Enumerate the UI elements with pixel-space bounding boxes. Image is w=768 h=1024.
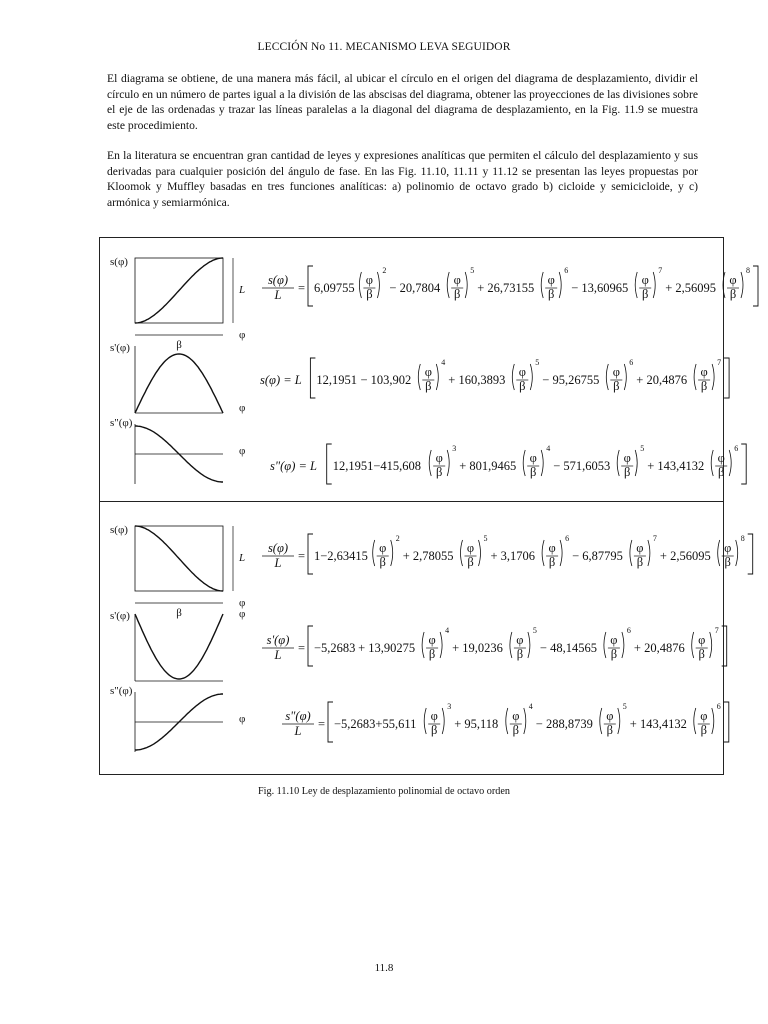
rise-equation-2	[260, 358, 729, 398]
exponent: 7	[658, 266, 663, 275]
frac-beta: β	[636, 555, 644, 569]
frac-beta: β	[530, 465, 537, 479]
paren-right	[736, 540, 738, 566]
frac-beta: β	[512, 723, 519, 737]
exponent: 8	[746, 266, 750, 275]
frac-beta: β	[613, 379, 620, 393]
paren-left	[718, 540, 720, 566]
term-coefficient: + 2,56095	[665, 281, 717, 295]
frac-phi: φ	[700, 365, 708, 379]
term-coefficient: + 95,118	[454, 717, 499, 731]
term-coefficient: + 2,56095	[659, 549, 711, 563]
equals-sign: =	[318, 717, 326, 731]
exponent: 2	[382, 266, 387, 275]
paren-left	[604, 632, 606, 658]
paren-left	[510, 632, 512, 658]
paren-left	[630, 540, 632, 566]
frac-beta: β	[724, 555, 731, 569]
paren-right	[710, 632, 712, 658]
constant-term: −5,2683+55,611	[334, 717, 417, 731]
exponent: 6	[565, 534, 570, 543]
frac-phi: φ	[717, 451, 725, 465]
bracket-left	[310, 358, 315, 398]
exponent: 5	[470, 266, 475, 275]
frac-phi: φ	[698, 633, 706, 647]
paren-right	[524, 708, 526, 734]
lhs-numerator: s"(φ)	[285, 709, 311, 723]
exponent: 4	[528, 702, 533, 711]
paren-left	[506, 708, 508, 734]
exponent: 4	[546, 444, 551, 453]
term-coefficient: + 143,4132	[629, 717, 687, 731]
lhs-denominator: L	[294, 724, 302, 738]
label-s-prime: s'(φ)	[110, 342, 130, 354]
bracket-right	[724, 358, 729, 398]
rise-plots	[110, 256, 245, 484]
exponent: 3	[447, 702, 452, 711]
frac-phi: φ	[612, 365, 620, 379]
frac-phi: φ	[518, 365, 526, 379]
frac-phi: φ	[466, 541, 475, 555]
paren-left	[694, 364, 696, 390]
lhs-denominator: L	[274, 648, 282, 662]
frac-beta: β	[700, 379, 708, 393]
term-coefficient: + 26,73155	[477, 281, 535, 295]
exponent: 6	[564, 266, 569, 275]
frac-phi: φ	[435, 451, 443, 465]
bracket-left	[328, 702, 333, 742]
paren-right	[436, 364, 438, 390]
term-coefficient: − 6,87795	[572, 549, 623, 563]
label-beta: β	[176, 607, 182, 619]
frac-beta: β	[366, 287, 373, 301]
equals-sign: =	[298, 281, 306, 295]
exponent: 7	[717, 358, 722, 367]
constant-term: 12,1951	[316, 373, 358, 387]
equals-sign: =	[298, 549, 306, 563]
frac-phi: φ	[700, 709, 708, 723]
term-coefficient: + 143,4132	[647, 459, 705, 473]
constant-term: 1−2,63415	[314, 549, 368, 563]
figure-box	[99, 237, 750, 775]
paren-left	[692, 632, 694, 658]
paren-right	[440, 632, 442, 658]
paren-right	[528, 632, 530, 658]
frac-beta: β	[519, 379, 526, 393]
frac-beta: β	[436, 465, 443, 479]
velocity-curve	[135, 354, 223, 413]
paren-right	[741, 272, 743, 298]
frac-beta: β	[729, 287, 737, 301]
label-phi: φ	[239, 445, 246, 457]
label-L: L	[239, 284, 246, 296]
lhs-denominator: L	[274, 556, 282, 570]
paren-right	[712, 708, 714, 734]
paren-right	[729, 450, 731, 476]
frac-phi: φ	[623, 451, 631, 465]
paren-right	[624, 364, 626, 390]
paren-right	[447, 450, 449, 476]
frac-phi: φ	[547, 273, 555, 287]
paren-left	[418, 364, 420, 390]
label-s: s(φ)	[110, 256, 128, 268]
bracket-right	[722, 626, 727, 666]
bracket-right	[741, 444, 746, 484]
term-coefficient: + 20,4876	[633, 641, 685, 655]
frac-beta: β	[700, 723, 707, 737]
paren-right	[712, 364, 714, 390]
label-phi: φ	[239, 402, 246, 414]
equals-sign: =	[298, 641, 306, 655]
exponent: 3	[452, 444, 457, 453]
frac-phi: φ	[610, 633, 618, 647]
paren-right	[530, 364, 532, 390]
paren-left	[542, 540, 544, 566]
frac-beta: β	[718, 465, 725, 479]
paren-right	[541, 450, 543, 476]
term-coefficient: + 160,3893	[448, 373, 506, 387]
exponent: 6	[734, 444, 739, 453]
exponent: 4	[441, 358, 446, 367]
constant-term: 12,1951−415,608	[332, 459, 422, 473]
frac-beta: β	[642, 287, 649, 301]
term-coefficient: + 19,0236	[452, 641, 503, 655]
term-coefficient: + 13,90275	[358, 641, 416, 655]
exponent: 7	[714, 626, 719, 635]
bracket-left	[327, 444, 332, 484]
frac-phi: φ	[424, 365, 432, 379]
exponent: 6	[629, 358, 634, 367]
paren-right	[465, 272, 467, 298]
rise-equation-1	[262, 266, 758, 306]
exponent: 8	[740, 534, 745, 543]
frac-phi: φ	[729, 273, 737, 287]
paragraph-2: En la literatura se encuentran gran cantidad de leyes y expresiones analíticas que permiten el cálculo del desplazamiento y sus derivadas para cualquier posición del ángulo de fase. En las Fig. 11.10, 11.11 y 11.12 se presentan las leyes propuestas por Kloomok y Muffley basadas en tres funciones analíticas: a) polinomio de octavo grado b) cicloide y semicicloide, y c) armónica y semiarmónica.	[107, 149, 698, 209]
paren-left	[635, 272, 637, 298]
paren-left	[359, 272, 361, 298]
paren-left	[711, 450, 713, 476]
frac-phi: φ	[548, 541, 556, 555]
term-coefficient: + 20,4876	[636, 373, 688, 387]
exponent: 5	[640, 444, 645, 453]
exponent: 4	[445, 626, 450, 635]
frac-beta: β	[516, 647, 524, 661]
label-beta: β	[176, 339, 182, 351]
fall-plots	[110, 524, 245, 752]
frac-phi: φ	[365, 273, 374, 287]
term-coefficient: + 2,78055	[402, 549, 454, 563]
label-s-double-prime: s"(φ)	[110, 417, 133, 429]
frac-beta: β	[610, 647, 618, 661]
bracket-left	[308, 266, 313, 306]
paren-left	[512, 364, 514, 390]
displacement-curve	[135, 526, 223, 591]
fall-equation-2	[262, 626, 727, 666]
frac-beta: β	[548, 287, 555, 301]
frac-beta: β	[425, 379, 432, 393]
figure-drawing	[100, 238, 750, 776]
term-coefficient: 6,09755	[314, 281, 355, 295]
paren-right	[479, 540, 481, 566]
frac-phi: φ	[529, 451, 537, 465]
paren-left	[447, 272, 449, 298]
lhs-numerator: s(φ)	[267, 273, 289, 287]
term-coefficient: − 95,26755	[542, 373, 600, 387]
paren-left	[429, 450, 431, 476]
label-phi: φ	[239, 329, 246, 341]
exponent: 5	[483, 534, 488, 543]
frac-phi: φ	[453, 273, 461, 287]
paren-left	[424, 708, 426, 734]
label-L: L	[239, 552, 246, 564]
fall-equation-3	[282, 702, 729, 742]
lhs-numerator: s'(φ)	[266, 633, 290, 647]
frac-phi: φ	[606, 709, 614, 723]
paren-left	[694, 708, 696, 734]
bracket-right	[748, 534, 753, 574]
exponent: 6	[626, 626, 631, 635]
paren-right	[618, 708, 620, 734]
bracket-right	[753, 266, 758, 306]
frac-phi: φ	[428, 633, 436, 647]
exponent: 6	[716, 702, 721, 711]
paren-left	[617, 450, 619, 476]
frac-phi: φ	[516, 633, 524, 647]
frac-beta: β	[428, 647, 436, 661]
term-coefficient: − 571,6053	[553, 459, 611, 473]
label-phi: φ	[239, 608, 246, 620]
label-phi: φ	[239, 597, 246, 609]
frac-phi: φ	[641, 273, 649, 287]
paren-right	[635, 450, 637, 476]
label-s-prime: s'(φ)	[110, 610, 130, 622]
frac-phi: φ	[724, 541, 732, 555]
paren-left	[723, 272, 725, 298]
exponent: 5	[535, 358, 540, 367]
frac-beta: β	[698, 647, 705, 661]
velocity-curve	[135, 614, 223, 679]
exponent: 2	[395, 534, 400, 543]
page-header: LECCIÓN No 11. MECANISMO LEVA SEGUIDOR	[257, 41, 511, 53]
frac-phi: φ	[512, 709, 520, 723]
lhs-denominator: L	[274, 288, 282, 302]
bracket-right	[724, 702, 729, 742]
paren-left	[422, 632, 424, 658]
frac-beta: β	[548, 555, 556, 569]
term-coefficient: − 48,14565	[539, 641, 597, 655]
frac-beta: β	[454, 287, 461, 301]
frac-phi: φ	[379, 541, 387, 555]
term-coefficient: − 103,902	[360, 373, 412, 387]
lhs: s(φ) = L	[260, 373, 302, 387]
frac-phi: φ	[636, 541, 644, 555]
paren-right	[648, 540, 650, 566]
lhs-numerator: s(φ)	[267, 541, 289, 555]
frac-beta: β	[431, 723, 438, 737]
lhs: s"(φ) = L	[270, 459, 317, 473]
paren-right	[622, 632, 624, 658]
paren-right	[653, 272, 655, 298]
bracket-left	[308, 626, 313, 666]
figure-caption: Fig. 11.10 Ley de desplazamiento polinomial de octavo orden	[258, 786, 510, 797]
paragraph-1: El diagrama se obtiene, de una manera más fácil, al ubicar el círculo en el origen del diagrama de desplazamiento, dividir el círculo en un número de partes igual a la división de las abscisas del diagrama, obtener las proyecciones de las divisiones sobre el eje de las ordenadas y trazar las líneas paralelas a la diagonal del diagrama de desplazamiento, en la Fig. 11.9 se muestra este procedimiento.	[107, 72, 698, 132]
frac-beta: β	[624, 465, 631, 479]
label-s-double-prime: s"(φ)	[110, 685, 133, 697]
paren-left	[600, 708, 602, 734]
term-coefficient: − 288,8739	[535, 717, 593, 731]
paren-left	[523, 450, 525, 476]
paren-left	[606, 364, 608, 390]
label-phi: φ	[239, 713, 246, 725]
paren-right	[560, 540, 562, 566]
paren-left	[541, 272, 543, 298]
rise-equation-3	[270, 444, 746, 484]
frac-phi: φ	[430, 709, 438, 723]
fall-equation-1	[262, 534, 753, 574]
paren-right	[442, 708, 444, 734]
exponent: 5	[532, 626, 537, 635]
paren-right	[377, 272, 379, 298]
paren-left	[461, 540, 463, 566]
label-s: s(φ)	[110, 524, 128, 536]
constant-term: −5,2683	[314, 641, 356, 655]
paren-right	[391, 540, 393, 566]
page-number: 11.8	[374, 962, 394, 974]
exponent: 7	[652, 534, 657, 543]
frac-beta: β	[379, 555, 386, 569]
term-coefficient: + 3,1706	[490, 549, 536, 563]
term-coefficient: + 801,9465	[459, 459, 517, 473]
term-coefficient: − 20,7804	[389, 281, 441, 295]
frac-beta: β	[467, 555, 474, 569]
paren-right	[559, 272, 561, 298]
displacement-curve	[135, 258, 223, 323]
exponent: 5	[622, 702, 627, 711]
term-coefficient: − 13,60965	[571, 281, 629, 295]
paren-left	[373, 540, 375, 566]
frac-beta: β	[606, 723, 613, 737]
bracket-left	[308, 534, 313, 574]
